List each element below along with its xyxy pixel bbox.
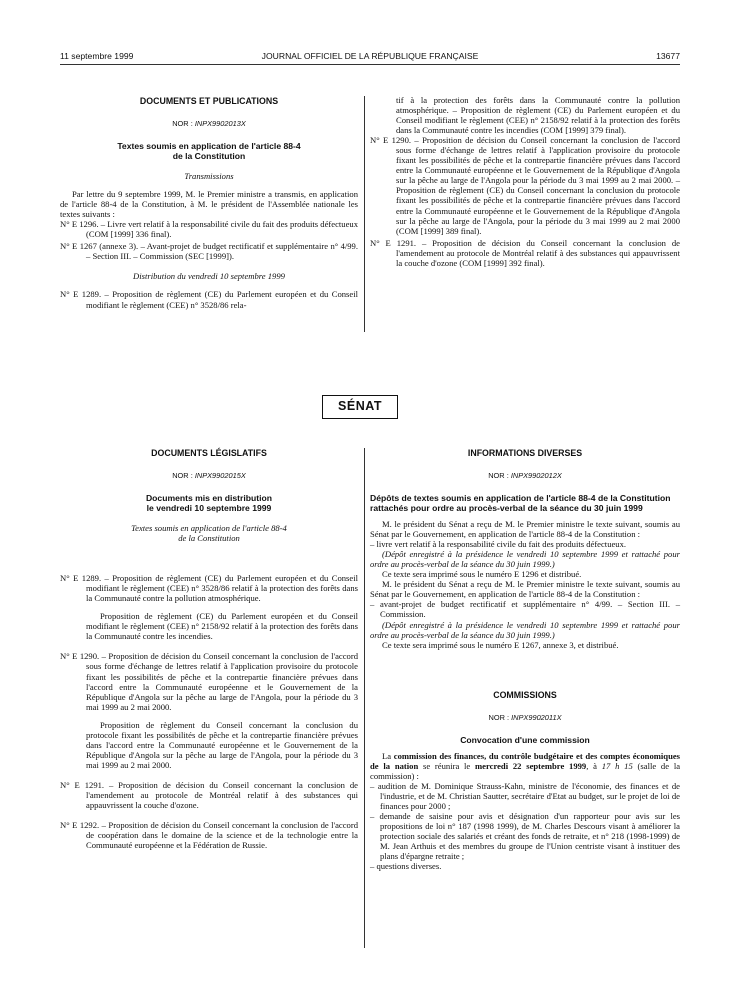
item-e1291: N° E 1291. – Proposition de décision du Conseil concernant la conclusion de l'amendement au protocole de Montréal relatif à des substances qui appauvrissent la couche d'ozone.	[60, 779, 358, 811]
page-header	[60, 51, 680, 63]
info-print-2: Ce texte sera imprimé sous le numéro E 1267, annexe 3, et distribué.	[382, 639, 619, 650]
section-subtitle: Textes soumis en application de l'article 88-4 de la Constitution	[117, 140, 301, 161]
section-subtitle: Dépôts de textes soumis en application de l'article 88-4 de la Constitution rattachés pour ordre au procès-verbal de la séance du 30 juin 1999	[370, 492, 671, 513]
section-title: INFORMATIONS DIVERSES	[467, 448, 583, 458]
commission-agenda-3: – questions diverses.	[370, 861, 442, 872]
info-dash-1: – livre vert relatif à la responsabilité civile du fait des produits défectueux.	[370, 539, 627, 550]
info-dash-2: – avant-projet de budget rectificatif et supplémentaire n° 4/99. – Section III. – Commission.	[370, 599, 680, 620]
item-e1267: N° E 1267 (annexe 3). – Avant-projet de budget rectificatif et supplémentaire n° 4/99. – Section III. – Commission (SEC [1999]).	[60, 241, 358, 262]
info-paragraph-1: M. le président du Sénat a reçu de M. le Premier ministre le texte suivant, soumis au Sénat par le Gouvernement, en application de l'article 88-4 de la Constitution :	[370, 519, 680, 540]
item-e1289: N° E 1289. – Proposition de règlement (CE) du Parlement européen et du Conseil modifiant le règlement (CEE) n° 3528/86 relatif à la protection des forêts dans la Communauté contre la pollution atmosphérique.	[60, 573, 358, 604]
commission-agenda-2: – demande de saisine pour avis et désignation d'un rapporteur pour avis sur les propositions de loi n° 187 (1998 1999), de M. Charles Descours visant à améliorer la protection sociale des salariés et créant des fonds de retraite, et n° 218 (1998-1999) de M. Jean Arthuis et des membres du groupe de l'Union centriste visant à instituer des plans d'épargne retraite ;	[370, 810, 680, 862]
nor-reference: NOR : INPX9902015X	[172, 471, 246, 481]
header-page-number: 13677	[656, 51, 680, 61]
commissions-subtitle: Convocation d'une commission	[460, 734, 590, 745]
item-e1289-second-proposal: Proposition de règlement (CE) du Parlement européen et du Conseil modifiant le règlement (CEE) n° 2158/92 relatif à la protection des forêts dans la Communauté contre les incendies.	[86, 611, 358, 642]
item-e1292: N° E 1292. – Proposition de décision du Conseil concernant la conclusion de l'accord de coopération dans le domaine de la science et de la technologie entre la Communauté européenne et la Fédération de Russie.	[60, 820, 358, 851]
item-e1296: N° E 1296. – Livre vert relatif à la responsabilité civile du fait des produits défectueux (COM [1999] 336 final).	[60, 219, 358, 240]
section-title: DOCUMENTS ET PUBLICATIONS	[139, 96, 279, 106]
nor-reference: NOR : INPX9902012X	[488, 471, 562, 481]
documents-publications-section	[60, 96, 358, 312]
informations-diverses-section	[370, 448, 680, 871]
commission-intro: La commission des finances, du contrôle budgétaire et des comptes économiques de la nation se réunira le mercredi 22 septembre 1999, à 17 h 15 (salle de la commission) :	[370, 750, 681, 781]
header-journal-title: JOURNAL OFFICIEL DE LA RÉPUBLIQUE FRANÇAISE	[261, 51, 479, 61]
section-title: DOCUMENTS LÉGISLATIFS	[151, 448, 267, 458]
commissions-title: COMMISSIONS	[493, 689, 557, 700]
intro-paragraph: Par lettre du 9 septembre 1999, M. le Premier ministre a transmis, en application de l'article 88-4 de la Constitution, à M. le président de l'Assemblée nationale les textes suivants :	[60, 189, 358, 220]
header-date: 11 septembre 1999	[60, 51, 134, 61]
nor-reference: NOR : INPX9902013X	[172, 119, 246, 129]
item-e1289-start: N° E 1289. – Proposition de règlement (CE) du Parlement européen et du Conseil modifiant le règlement (CEE) n° 3528/86 rela-	[60, 289, 358, 310]
italic-heading: Textes soumis en application de l'article 88-4 de la Constitution	[131, 523, 287, 544]
info-print-1: Ce texte sera imprimé sous le numéro E 1296 et distribué.	[382, 569, 582, 580]
header-rule	[60, 64, 680, 65]
info-depot-1: (Dépôt enregistré à la présidence le vendredi 10 septembre 1999 et rattaché pour ordre au procès-verbal de la séance du 30 juin 1999.)	[370, 549, 680, 570]
senat-heading: SÉNAT	[322, 395, 398, 419]
distribution-heading: Distribution du vendredi 10 septembre 1999	[133, 271, 285, 282]
lower-column-divider	[364, 448, 365, 948]
documents-legislatifs-section	[60, 448, 358, 860]
transmissions-heading: Transmissions	[184, 171, 234, 182]
item-e1290-second-proposal: Proposition de règlement du Conseil concernant la conclusion du protocole fixant les possibilités de pêche et la contrepartie financière prévues dans l'accord entre la Communauté européenne et le Gouvernement de la République d'Angola sur la pêche au large de l'Angola, pour la période du 3 mai 1999 au 2 mai 2000.	[86, 719, 358, 770]
item-e1289-continued: tif à la protection des forêts dans la Communauté contre la pollution atmosphérique. – Proposition de règlement (CE) du Parlement européen et du Conseil modifiant le règlement (CEE) n° 2158/92 relatif à la protection des forêts dans la Communauté contre les incendies (COM [1999] 379 final).	[396, 95, 680, 136]
upper-column-divider	[364, 96, 365, 332]
documents-publications-continued	[370, 95, 680, 270]
commissions-nor-reference: NOR : INPX9902011X	[488, 712, 562, 722]
info-depot-2: (Dépôt enregistré à la présidence le vendredi 10 septembre 1999 et rattaché pour ordre au procès-verbal de la séance du 30 juin 1999.)	[370, 619, 680, 640]
section-subtitle: Documents mis en distribution le vendredi 10 septembre 1999	[145, 492, 273, 513]
commission-agenda-1: – audition de M. Dominique Strauss-Kahn, ministre de l'économie, des finances et de l'industrie, et de M. Christian Sautter, secrétaire d'Etat au budget, sur le projet de loi de finances pour 2000 ;	[370, 780, 680, 811]
item-e1291: N° E 1291. – Proposition de décision du Conseil concernant la conclusion de l'amendement au protocole de Montréal relatif à des substances qui appauvrissent la couche d'ozone (COM [1999] 392 final).	[370, 237, 680, 268]
info-paragraph-2: M. le président du Sénat a reçu de M. le Premier ministre le texte suivant, soumis au Sénat par le Gouvernement, en application de l'article 88-4 de la Constitution :	[370, 579, 680, 600]
item-e1290: N° E 1290. – Proposition de décision du Conseil concernant la conclusion de l'accord sous forme d'échange de lettres relatif à l'application provisoire du protocole fixant les possibilités de pêche et la contrepartie financière prévues dans l'accord entre la Communauté européenne et le Gouvernement de la République d'Angola sur la pêche au large de l'Angola, pour la période du 3 mai 1999 au 2 mai 2000.	[60, 651, 358, 712]
item-e1290: N° E 1290. – Proposition de décision du Conseil concernant la conclusion de l'accord sous forme d'échange de lettres relatif à l'application provisoire du protocole fixant les possibilités de pêche et la contrepartie financière prévues dans l'accord entre la Communauté européenne et le Gouvernement de la République d'Angola sur la pêche au large de l'Angola pour la période du 3 mai 1999 au 2 mai 2000. – Proposition de règlement (CE) du Conseil concernant la conclusion du protocole fixant les possibilités de pêche et la contrepartie financière prévues dans l'accord entre la Communauté européenne et le Gouvernement de la République d'Angola sur la pêche au large de l'Angola, pour la période du 3 mai 1999 au 2 mai 2000 (COM [1999] 389 final).	[370, 135, 680, 236]
